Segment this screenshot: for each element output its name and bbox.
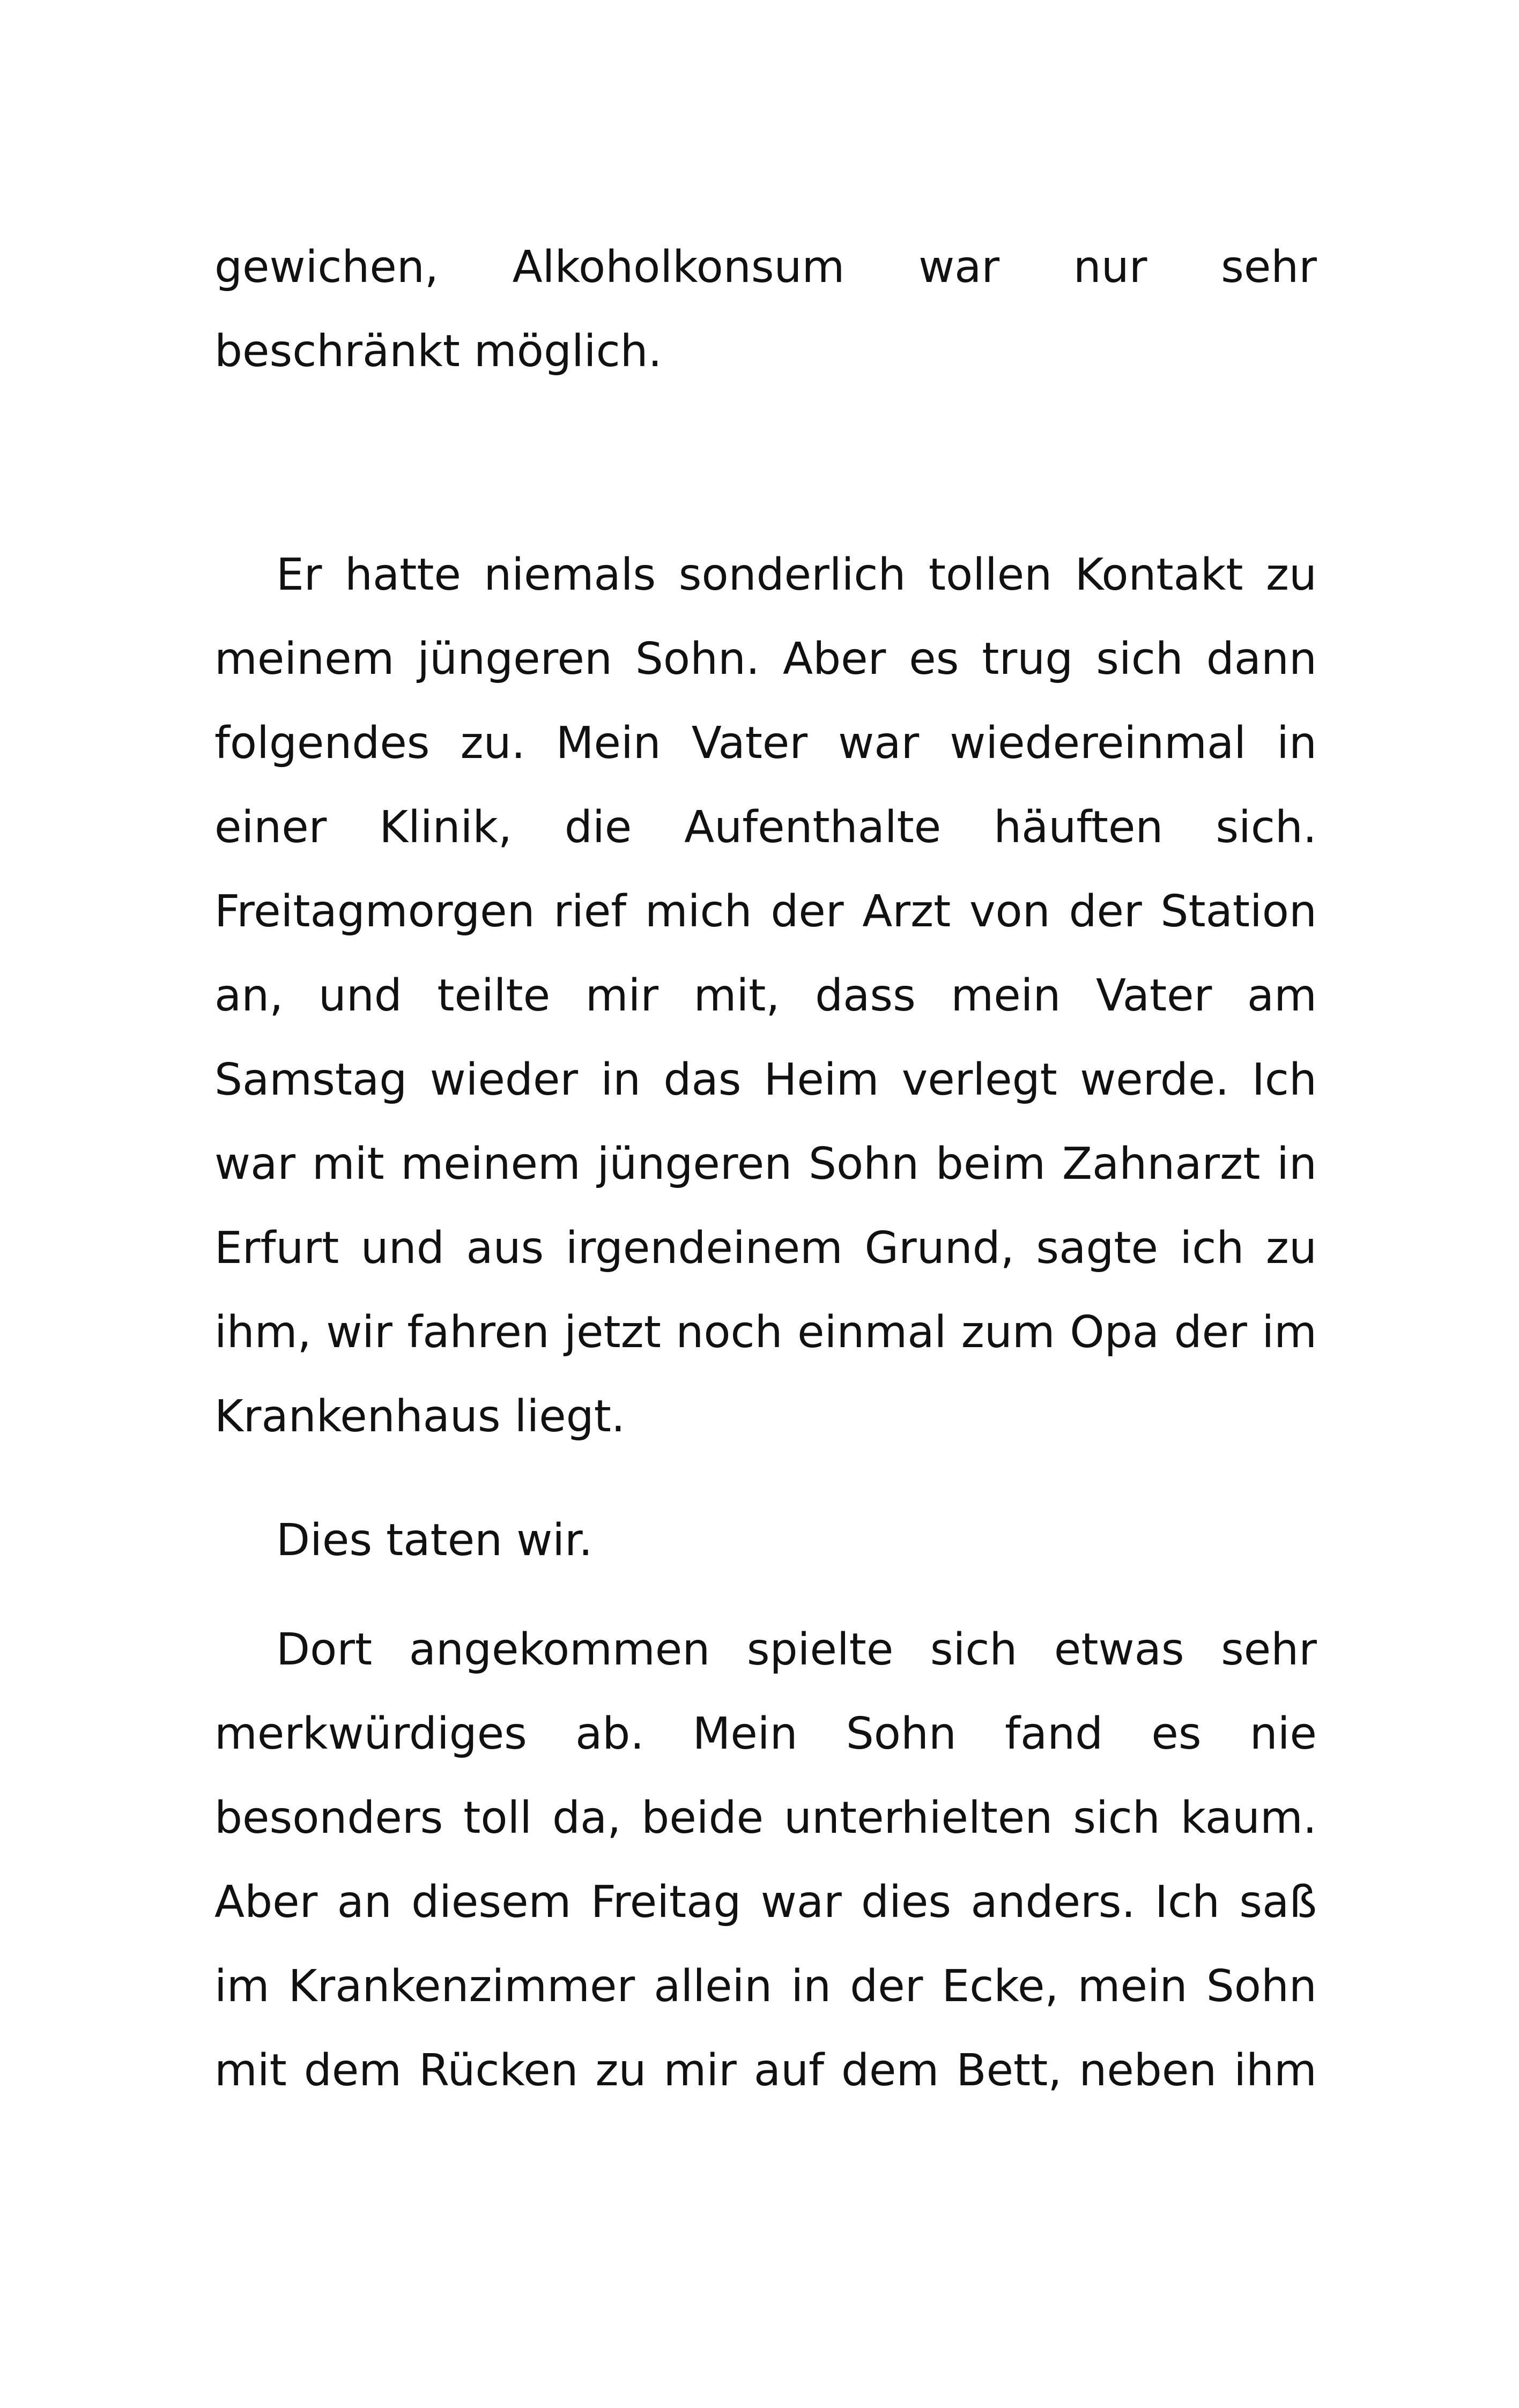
text-line: Dort angekommen spielte sich etwas sehr — [276, 1624, 1317, 1675]
text-line: merkwürdiges ab. Mein Sohn fand es nie — [214, 1708, 1317, 1759]
text-line: gewichen, Alkoholkonsum war nur sehr — [214, 242, 1317, 293]
text-line: Samstag wieder in das Heim verlegt werde. Ich — [214, 1054, 1317, 1105]
text-line: Krankenhaus liegt. — [214, 1391, 625, 1442]
text-line: Aber an diesem Freitag war dies anders. Ich saß — [214, 1877, 1317, 1928]
paragraph-continuation — [214, 225, 1317, 393]
paragraph — [214, 1498, 1317, 1582]
text-line: Dies taten wir. — [276, 1515, 593, 1566]
text-line: ihm, wir fahren jetzt noch einmal zum Opa der im — [214, 1307, 1317, 1358]
text-line: Er hatte niemals sonderlich tollen Kontakt zu — [276, 549, 1317, 600]
text-line: folgendes zu. Mein Vater war wiedereinmal in — [214, 718, 1317, 769]
text-line: einer Klinik, die Aufenthalte häuften sich. — [214, 802, 1317, 853]
paragraph — [214, 533, 1317, 1459]
text-line: war mit meinem jüngeren Sohn beim Zahnarzt in — [214, 1139, 1317, 1190]
text-line: beschränkt möglich. — [214, 326, 662, 377]
text-line: an, und teilte mir mit, dass mein Vater am — [214, 970, 1317, 1021]
text-line: besonders toll da, beide unterhielten sich kaum. — [214, 1793, 1317, 1844]
text-line: mit dem Rücken zu mir auf dem Bett, neben ihm — [214, 2045, 1317, 2096]
text-line: Erfurt und aus irgendeinem Grund, sagte ich zu — [214, 1223, 1317, 1274]
paragraph — [214, 1608, 1317, 2113]
text-line: meinem jüngeren Sohn. Aber es trug sich dann — [214, 634, 1317, 685]
text-line: im Krankenzimmer allein in der Ecke, mein Sohn — [214, 1961, 1317, 2012]
text-line: Freitagmorgen rief mich der Arzt von der Station — [214, 886, 1317, 937]
